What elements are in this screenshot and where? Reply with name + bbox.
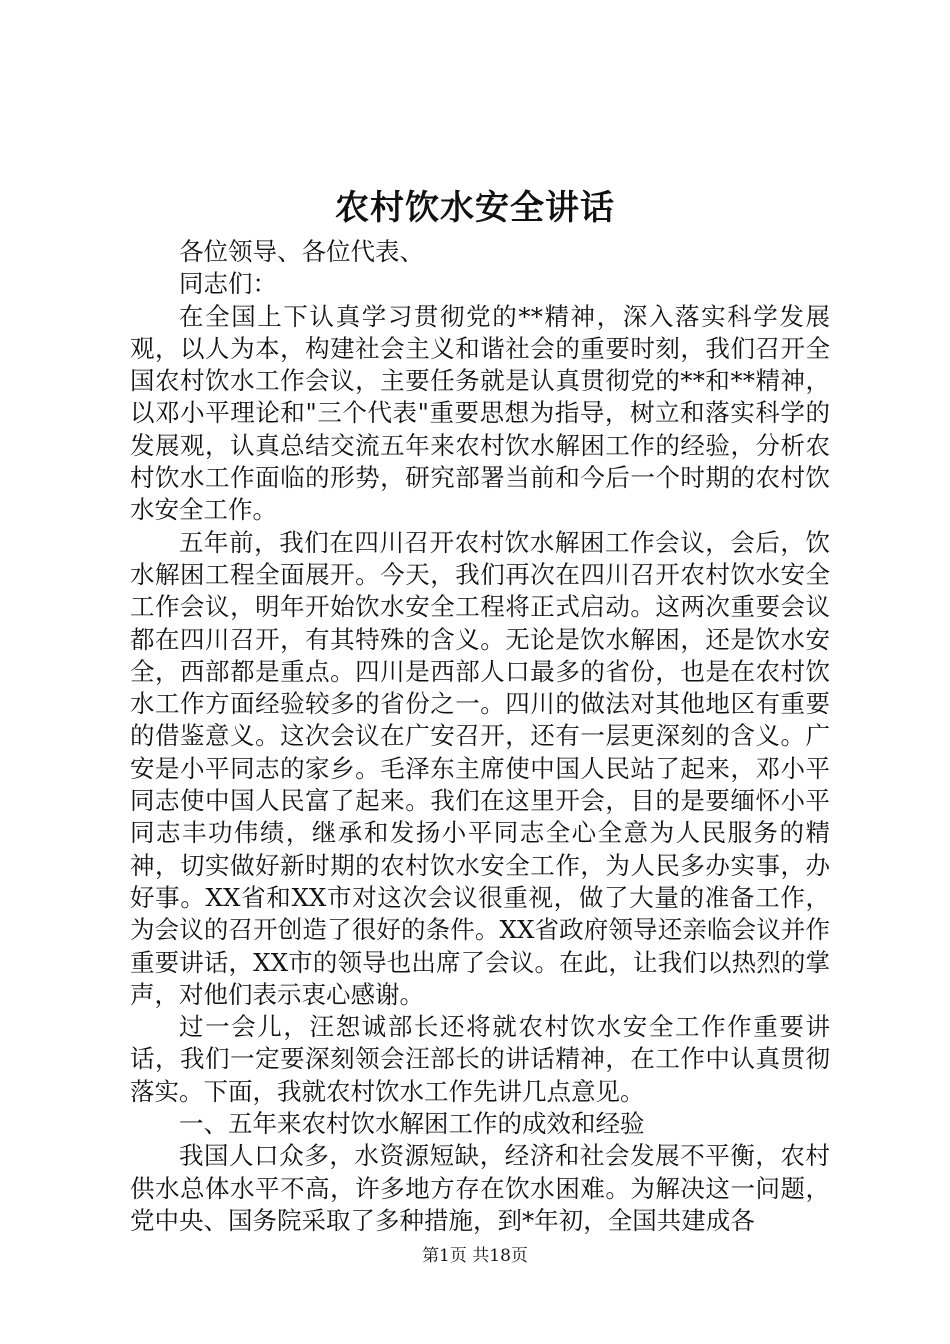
page-footer: 第1页 共18页 xyxy=(422,1246,528,1266)
body-paragraph: 过一会儿，汪恕诚部长还将就农村饮水安全工作作重要讲话，我们一定要深刻领会汪部长的讲话精神，在工作中认真贯彻落实。下面，我就农村饮水工作先讲几点意见。 xyxy=(130,1012,830,1106)
body-paragraph: 我国人口众多，水资源短缺，经济和社会发展不平衡，农村供水总体水平不高，许多地方存在饮水困难。为解决这一问题，党中央、国务院采取了多种措施，到*年初，全国共建成各 xyxy=(130,1141,830,1235)
document-title: 农村饮水安全讲话 xyxy=(335,188,615,228)
body-paragraph: 在全国上下认真学习贯彻党的**精神，深入落实科学发展观，以人为本，构建社会主义和谐社会的重要时刻，我们召开全国农村饮水工作会议，主要任务就是认真贯彻党的**和**精神，以邓小平理论和"三个代表"重要思想为指导，树立和落实科学的发展观，认真总结交流五年来农村饮水解困工作的经验，分析农村饮水工作面临的形势，研究部署当前和今后一个时期的农村饮水安全工作。 xyxy=(130,301,830,525)
body-paragraph: 五年前，我们在四川召开农村饮水解困工作会议，会后，饮水解困工程全面展开。今天，我们再次在四川召开农村饮水安全工作会议，明年开始饮水安全工程将正式启动。这两次重要会议都在四川召开，有其特殊的含义。无论是饮水解困，还是饮水安全，西部都是重点。四川是西部人口最多的省份，也是在农村饮水工作方面经验较多的省份之一。四川的做法对其他地区有重要的借鉴意义。这次会议在广安召开，还有一层更深刻的含义。广安是小平同志的家乡。毛泽东主席使中国人民站了起来，邓小平同志使中国人民富了起来。我们在这里开会，目的是要缅怀小平同志丰功伟绩，继承和发扬小平同志全心全意为人民服务的精神，切实做好新时期的农村饮水安全工作，为人民多办实事，办好事。XX省和XX市对这次会议很重视，做了大量的准备工作，为会议的召开创造了很好的条件。XX省政府领导还亲临会议并作重要讲话，XX市的领导也出席了会议。在此，让我们以热烈的掌声，对他们表示衷心感谢。 xyxy=(130,527,830,1009)
salutation-line-1: 各位领导、各位代表、 xyxy=(179,237,424,266)
section-heading: 一、五年来农村饮水解困工作的成效和经验 xyxy=(179,1109,645,1139)
salutation-line-2: 同志们： xyxy=(179,269,277,299)
document-body xyxy=(130,236,830,1237)
